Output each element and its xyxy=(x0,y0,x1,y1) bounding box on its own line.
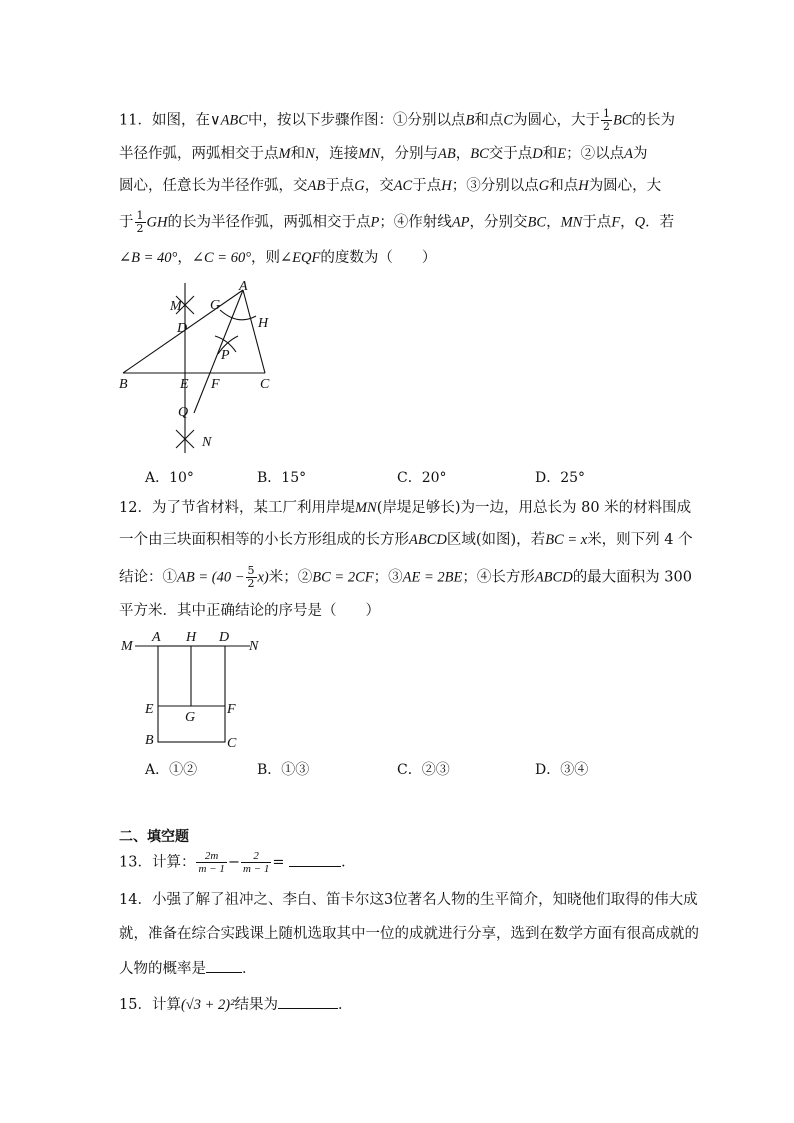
label-b: B xyxy=(119,377,128,392)
q12-line-3: 结论：①AB = (40 − $\frac{5}{2}$ x)米；②BC = 2CF；③AE = 2BE；④长方形ABCD的最大面积为 300 xyxy=(119,564,692,590)
q12-figure xyxy=(115,626,275,751)
q12-line-2: 一个由三块面积相等的小长方形组成的长方形ABCD区域(如图)，若BC = x米，则下列 4 个 xyxy=(119,532,693,548)
q12-option-d[interactable]: D．③④ xyxy=(535,762,589,778)
segment-ac xyxy=(243,290,265,373)
label-h: H xyxy=(258,316,269,331)
arc-gh xyxy=(220,310,256,320)
label-c: C xyxy=(260,377,270,392)
q15-answer-blank[interactable] xyxy=(278,994,338,1009)
label-a: A xyxy=(239,279,248,294)
fraction-five-halves: $\frac{5}{2}$ xyxy=(247,564,255,590)
q12-line-4: 平方米．其中正确结论的序号是（ ） xyxy=(119,603,380,619)
label-a: A xyxy=(152,630,161,645)
q13-answer-blank[interactable] xyxy=(289,852,341,867)
label-d: D xyxy=(177,321,188,336)
label-g: G xyxy=(185,710,196,725)
q13-line: 13．计算： $\frac{2m}{m - 1}$ − $\frac{2}{m - 1}$ = ． xyxy=(119,850,356,875)
q11-line-5: ∠B = 40°，∠C = 60°，则∠EQF的度数为（ ） xyxy=(119,250,437,266)
q15-line: 15．计算(√3 + 2)²结果为 ． xyxy=(119,994,679,1015)
q11-option-a[interactable]: A．10° xyxy=(145,470,194,486)
q11-line-2: 半径作弧，两弧相交于点M和N，连接MN，分别与AB，BC交于点D和E；②以点A为 xyxy=(119,146,648,162)
q11-option-b[interactable]: B．15° xyxy=(257,470,307,486)
label-b: B xyxy=(145,733,154,748)
label-q: Q xyxy=(178,405,189,420)
q14-answer-blank[interactable] xyxy=(206,958,242,973)
q12-option-c[interactable]: C．②③ xyxy=(397,762,450,778)
fraction-2: $\frac{2}{m - 1}$ xyxy=(242,850,270,875)
q11-line-3: 圆心，任意长为半径作弧，交AB于点G，交AC于点H；③分别以点G和点H为圆心，大 xyxy=(119,178,662,194)
label-e: E xyxy=(145,702,154,717)
q11-figure xyxy=(110,278,290,458)
q11-option-c[interactable]: C．20° xyxy=(397,470,447,486)
q14-line-1: 14．小强了解了祖冲之、李白、笛卡尔这3位著名人物的生平简介，知晓他们取得的伟大成 xyxy=(119,892,698,908)
fraction-half-2: $\frac{1}{2}$ xyxy=(136,209,144,235)
label-m: M xyxy=(121,639,133,654)
label-f: F xyxy=(227,702,236,717)
label-n: N xyxy=(249,639,259,654)
q14-line-2: 就，准备在综合实践课上随机选取其中一位的成就进行分享，选到在数学方面有很高成就的 xyxy=(119,926,699,942)
q12-option-a[interactable]: A．①② xyxy=(145,762,198,778)
label-e: E xyxy=(180,377,189,392)
section-fill-in-blank-title: 二、填空题 xyxy=(119,829,189,845)
q12-line-1: 12．为了节省材料，某工厂利用岸堤MN(岸堤足够长)为一边，用总长为 80 米的材料围成 xyxy=(119,500,692,516)
fraction-half: $\frac{1}{2}$ xyxy=(603,107,610,133)
label-n: N xyxy=(202,435,212,450)
fraction-2m: $\frac{2m}{m - 1}$ xyxy=(198,850,225,875)
label-d: D xyxy=(219,630,230,645)
label-h: H xyxy=(186,630,197,645)
q11-option-d[interactable]: D．25° xyxy=(535,470,586,486)
label-c: C xyxy=(227,736,237,751)
label-f: F xyxy=(211,377,220,392)
q14-line-3: 人物的概率是 ． xyxy=(119,958,679,979)
q11-line-1: 11．如图，在∨ABC中，按以下步骤作图：①分别以点B和点C为圆心，大于 $\frac{1}{2}$ BC的长为 xyxy=(119,107,676,133)
q11-line-4: 于 $\frac{1}{2}$ GH的长为半径作弧，两弧相交于点P；④作射线AP，分别交BC，MN于点F，Q．若 xyxy=(119,209,675,235)
label-m: M xyxy=(170,299,182,314)
label-g: G xyxy=(210,298,221,313)
label-p: P xyxy=(221,348,230,363)
q12-option-b[interactable]: B．①③ xyxy=(257,762,310,778)
